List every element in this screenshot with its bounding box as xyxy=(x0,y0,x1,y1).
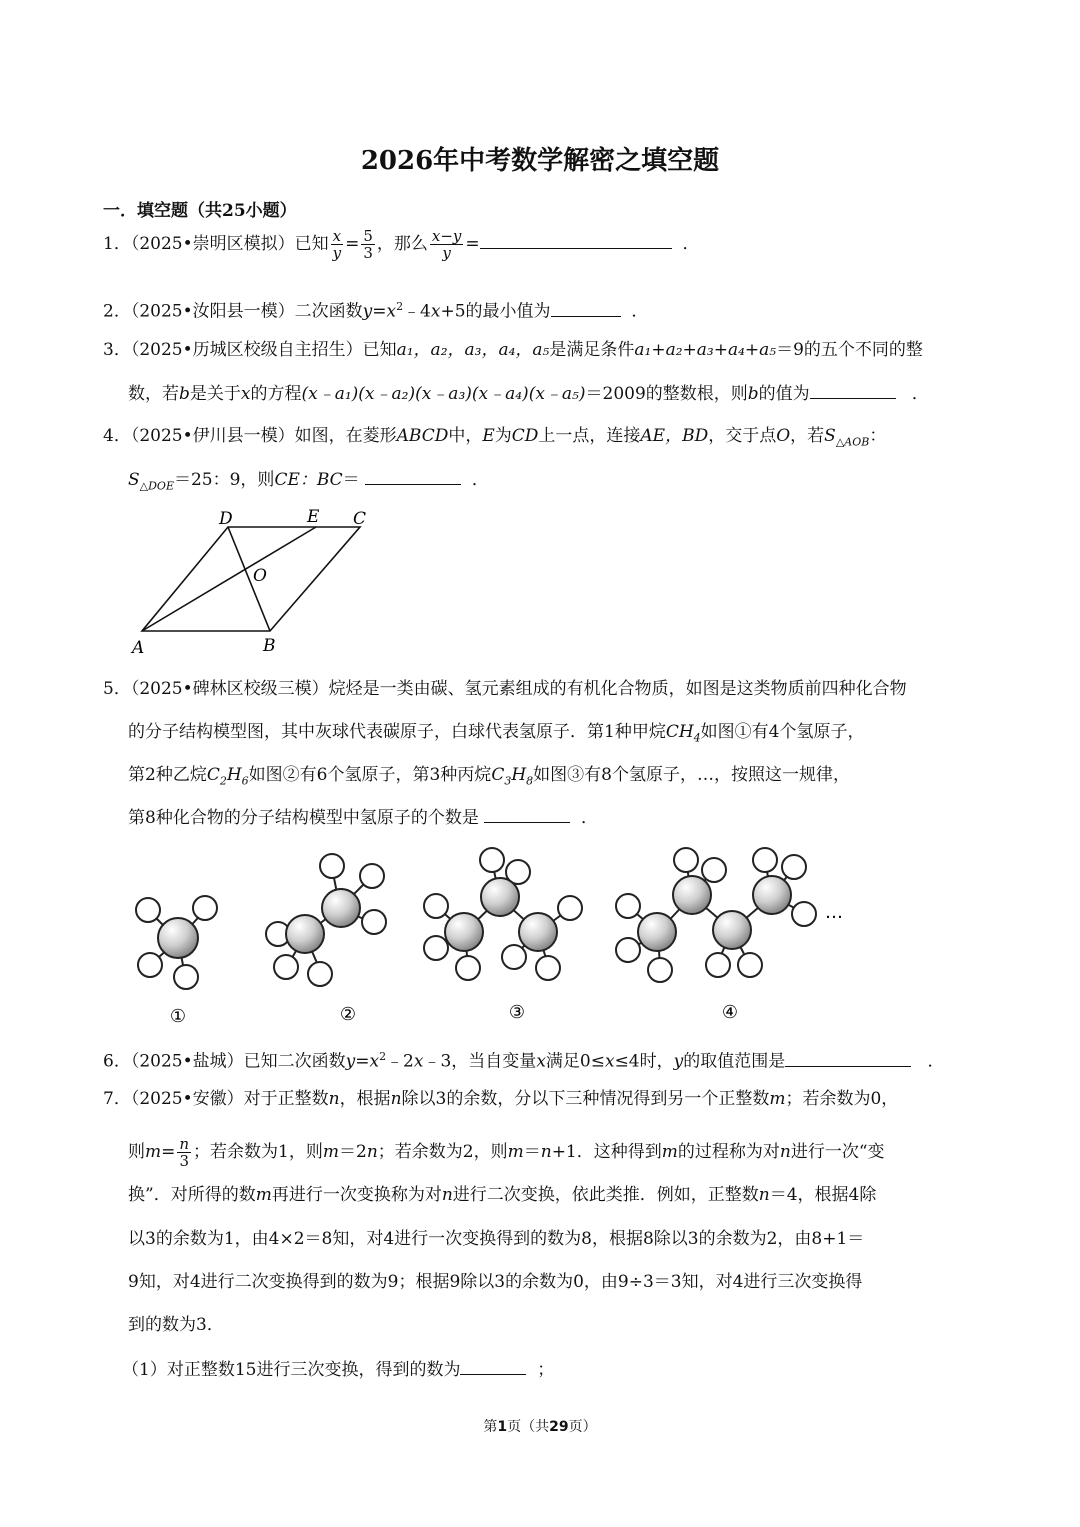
fraction-xmy-over-y: $\frac{x-y}{y}$ xyxy=(431,227,462,262)
figure-label-1: ① xyxy=(169,1006,187,1027)
fraction-5-over-3: $\frac{5}{3}$ xyxy=(363,227,373,262)
question-7-line-3: 换”．对所得的数m再进行一次变换称为对n进行二次变换，依此类推．例如，正整数n＝4，根据4除 xyxy=(128,1185,877,1205)
label-d: D xyxy=(219,509,233,529)
figure-label-2: ② xyxy=(339,1004,357,1025)
segment-ae xyxy=(142,527,316,631)
question-4-line-2: $S_{\triangle DOE}=25$：9，则CE：BC＝ ． xyxy=(128,470,489,493)
section-heading: 一．填空题（共25小题） xyxy=(103,201,297,221)
question-7-line-6: 到的数为3． xyxy=(128,1315,224,1335)
total-pages: 29 xyxy=(549,1419,569,1435)
question-5-line-1: 5．（2025•碑林区校级三模）烷烃是一类由碳、氢元素组成的有机化合物质，如图是这类物质前四种化合物 xyxy=(103,679,907,699)
answer-blank-5[interactable] xyxy=(484,806,570,823)
fraction-n-over-3: $\frac{n}{3}$ xyxy=(179,1135,190,1170)
question-3-line-1: 3．（2025•历城区校级自主招生）已知a₁，a₂，a₃，a₄，a₅是满足条件a₁+a₂+a₃+a₄+a₅＝9的五个不同的整 xyxy=(103,340,923,360)
label-a: A xyxy=(132,638,145,658)
label-e: E xyxy=(307,507,320,527)
alkane-molecules-figure xyxy=(120,840,860,1030)
question-2: 2．（2025•汝阳县一模）二次函数$y=x^2﹣4x+5$的最小值为 ． xyxy=(103,300,649,322)
figure-label-4: ④ xyxy=(721,1002,739,1023)
question-7-line-4: 以3的余数为1，由4×2＝8知，对4进行一次变换得到的数为8，根据8除以3的余数为2，由8+1＝ xyxy=(128,1229,865,1249)
answer-blank-7-1[interactable] xyxy=(460,1358,526,1375)
propane-model xyxy=(424,848,582,980)
question-5-line-4: 第8种化合物的分子结构模型中氢原子的个数是 ． xyxy=(128,808,599,828)
label-o: O xyxy=(253,566,267,586)
question-5-line-2: 的分子结构模型图，其中灰球代表碳原子，白球代表氢原子．第1种甲烷$CH_4$如图①有4个氢原子， xyxy=(128,722,865,745)
answer-blank-1[interactable] xyxy=(480,232,672,249)
fraction-x-over-y: $\frac{x}{y}$ xyxy=(332,227,342,262)
question-7-line-5: 9知，对4进行二次变换得到的数为9；根据9除以3的余数为0，由9÷3＝3知，对4进行三次变换得 xyxy=(128,1272,863,1292)
butane-model xyxy=(616,848,816,982)
label-b: B xyxy=(263,636,276,656)
answer-blank-6[interactable] xyxy=(785,1050,911,1067)
question-1: 1．（2025•崇明区模拟）已知 $\frac{x}{y}$ = $\frac{5}{3}$ ，那么 $\frac{x-y}{y}$ = ． xyxy=(103,227,700,262)
q1-text: 1．（2025•崇明区模拟）已知 xyxy=(103,234,329,254)
figure-label-3: ③ xyxy=(508,1002,526,1023)
rhombus-abcd xyxy=(142,527,360,631)
question-7-sub-1: （1）对正整数15进行三次变换，得到的数为 ； xyxy=(122,1360,555,1380)
question-5-line-3: 第2种乙烷$C_2H_6$如图②有6个氢原子，第3种丙烷$C_3H_8$如图③有8个氢原子，…，按照这一规律， xyxy=(128,765,850,788)
rhombus-figure xyxy=(120,505,380,660)
question-7-line-2: 则m= $\frac{n}{3}$ ；若余数为1，则m＝2n；若余数为2，则m＝n+1．这种得到m的过程称为对n进行一次“变 xyxy=(128,1135,885,1170)
answer-blank-3[interactable] xyxy=(810,382,896,399)
methane-model xyxy=(136,896,217,989)
question-7-line-1: 7．（2025•安徽）对于正整数n，根据n除以3的余数，分以下三种情况得到另一个正整数m；若余数为0， xyxy=(103,1089,899,1109)
answer-blank-2[interactable] xyxy=(551,300,621,317)
page-footer: 第1页（共29页） xyxy=(483,1419,597,1435)
question-6: 6．（2025•盐城）已知二次函数$y=x^2﹣2x﹣3$，当自变量x满足0≤x≤4时，y的取值范围是 ． xyxy=(103,1050,945,1072)
page-number: 1 xyxy=(497,1419,508,1435)
answer-blank-4[interactable] xyxy=(365,468,461,485)
page-title: 2026年中考数学解密之填空题 xyxy=(360,146,720,176)
question-3-line-2: 数，若b是关于x的方程(x﹣a₁)(x﹣a₂)(x﹣a₃)(x﹣a₄)(x﹣a₅)＝2009的整数根，则b的值为 ． xyxy=(128,384,929,404)
ethane-model xyxy=(266,854,386,986)
ellipsis-more: … xyxy=(825,902,843,923)
label-c: C xyxy=(353,509,367,529)
question-4-line-1: 4．（2025•伊川县一模）如图，在菱形ABCD中，E为CD上一点，连接AE，BD，交于点O，若$S_{\triangle AOB}$： xyxy=(103,426,887,449)
